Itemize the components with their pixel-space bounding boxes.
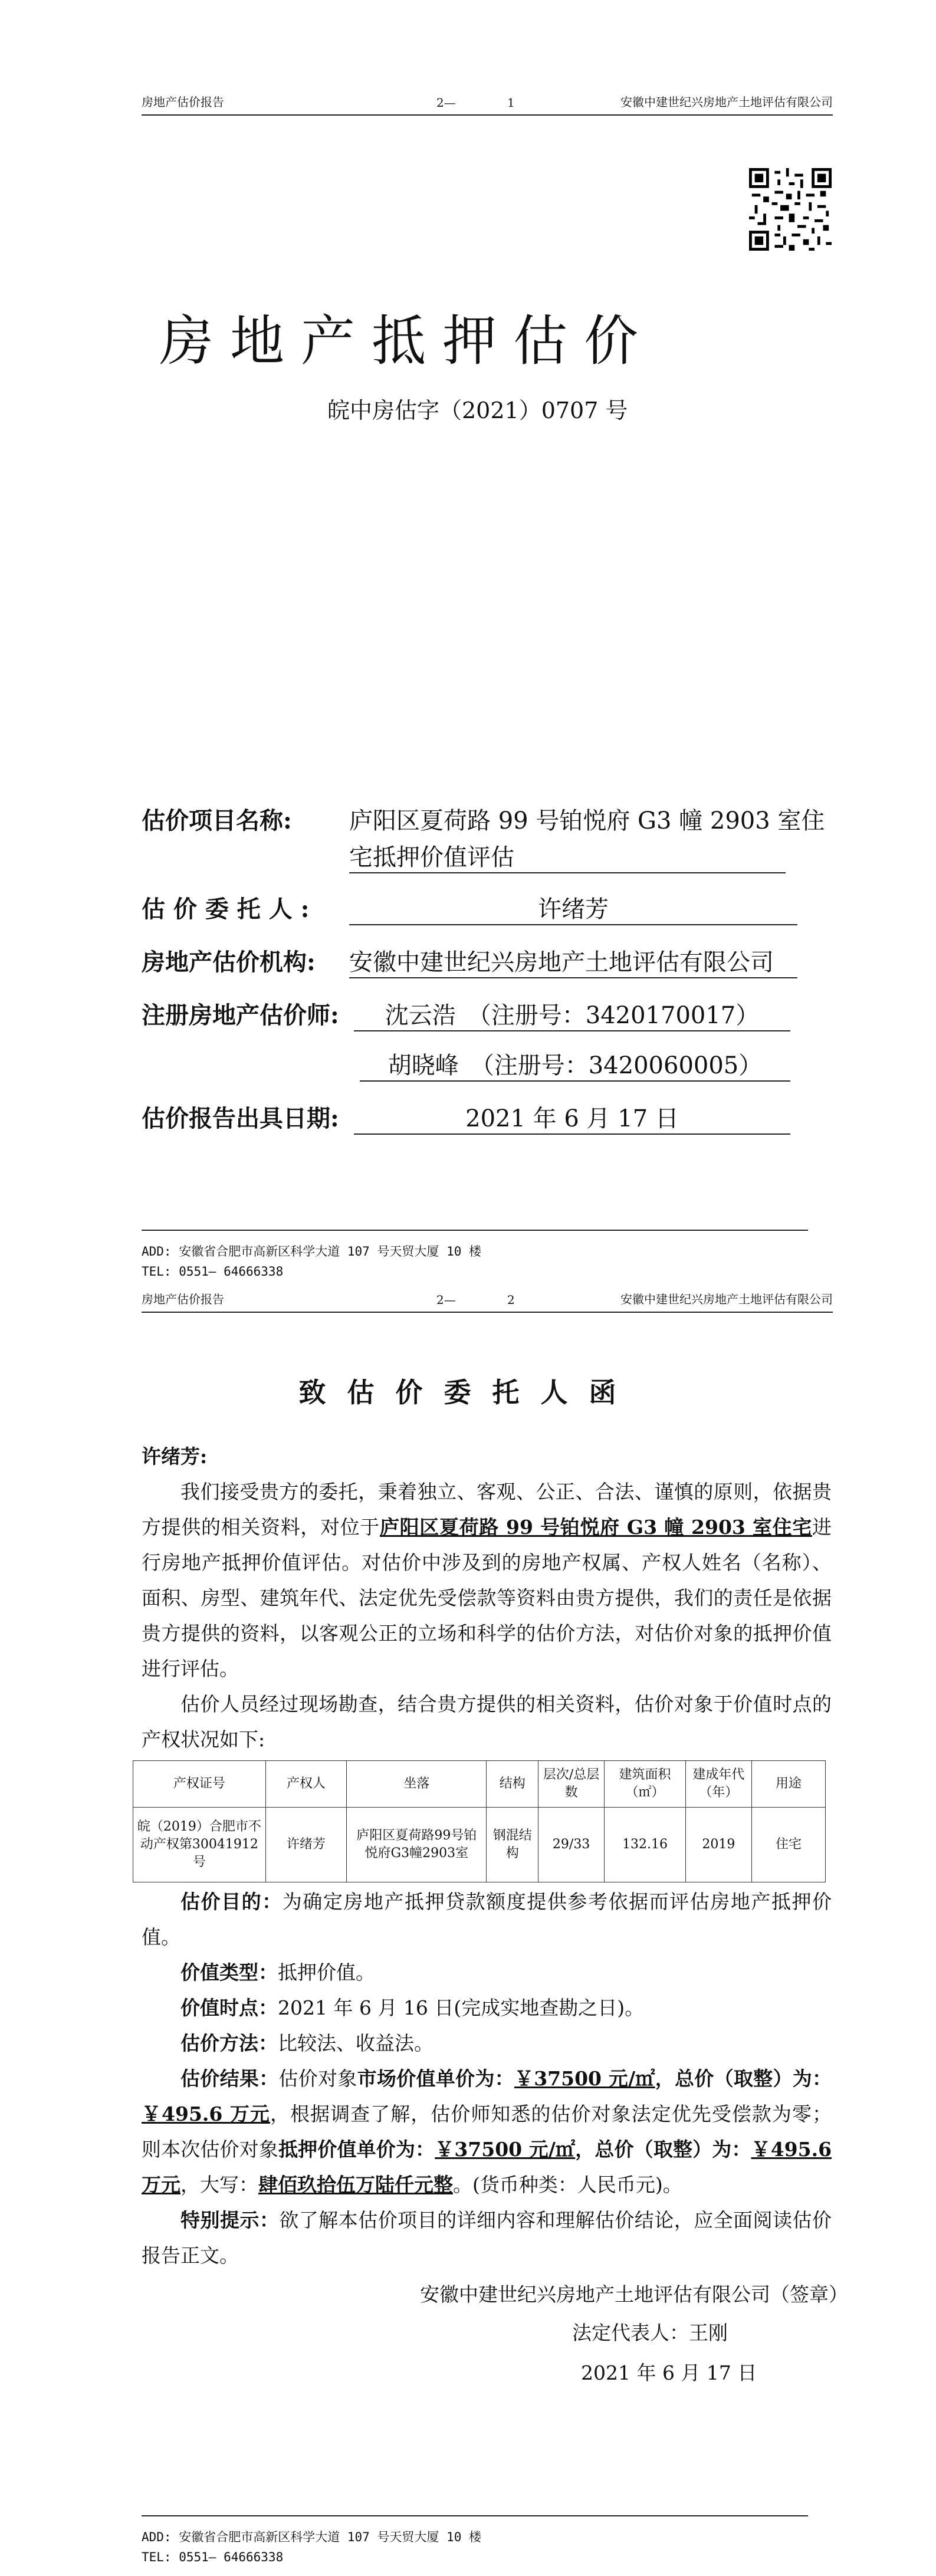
special-label: 特别提示： <box>180 2209 280 2232</box>
footer-address: ADD: 安徽省合肥市高新区科学大道 107 号天贸大厦 10 楼 <box>142 1244 482 1259</box>
result-t2: 市场价值单价为： <box>357 2067 514 2090</box>
col-floor: 层次/总层数 <box>538 1761 604 1808</box>
result-t9: ，总价（取整）为： <box>575 2138 751 2161</box>
client-row <box>142 891 808 926</box>
project-value-line1: 庐阳区夏荷路 99 号铂悦府 G3 幢 2903 室住 <box>349 807 825 834</box>
method-label: 估价方法： <box>180 2032 278 2055</box>
header-right: 安徽中建世纪兴房地产土地评估有限公司 <box>620 95 833 109</box>
result-t11: ，大写： <box>180 2173 258 2196</box>
market-unit-price: ￥37500 元/㎡ <box>514 2067 655 2090</box>
header-center-2: 2— <box>436 1293 456 1307</box>
document-number: 皖中房估字（2021）0707 号 <box>327 397 628 423</box>
result-t6: ，根据调查了解，估价师知悉的估价对象法定优先受偿款为零；则本次估价对象 <box>142 2102 832 2161</box>
project-row-2 <box>142 839 808 874</box>
appraiser-label: 注册房地产估价师: <box>142 1001 339 1029</box>
appraiser-2: 胡晓峰 （注册号：3420060005） <box>360 1047 790 1082</box>
col-owner: 产权人 <box>265 1761 346 1808</box>
type-value: 抵押价值。 <box>278 1961 375 1984</box>
mortgage-unit-price: ￥37500 元/㎡ <box>435 2138 576 2161</box>
property-table <box>133 1760 826 1882</box>
signature-company: 安徽中建世纪兴房地产土地评估有限公司（签章） <box>420 2283 848 2306</box>
paragraph-2: 估价人员经过现场勘查，结合贵方提供的相关资料，估价对象于价值时点的产权状况如下: <box>142 1693 832 1751</box>
market-total-price: ￥495.6 万元 <box>142 2102 270 2125</box>
letter-body <box>142 1439 832 1757</box>
page-footer-2 <box>142 2515 808 2567</box>
date-value: 2021 年 6 月 17 日 <box>354 1100 790 1135</box>
header-page-number-2: 2 <box>507 1293 515 1307</box>
header-left: 房地产估价报告 <box>142 95 224 109</box>
col-cert: 产权证号 <box>133 1761 266 1808</box>
footer-tel: TEL: 0551— 64666338 <box>142 1264 284 1279</box>
header-center: 2— <box>436 96 456 110</box>
report-title: 房地产抵押估价 <box>159 310 655 373</box>
appraiser-1: 沈云浩 （注册号：3420170017） <box>354 997 790 1031</box>
agency-value: 安徽中建世纪兴房地产土地评估有限公司 <box>349 944 797 978</box>
letter-title: 致估价委托人函 <box>298 1376 638 1408</box>
header-page-number: 1 <box>507 96 515 110</box>
qr-code-icon <box>749 168 832 251</box>
table-row <box>133 1808 826 1882</box>
cell-area: 132.16 <box>605 1808 685 1882</box>
client-label: 估 价 委 托 人 : <box>142 895 310 923</box>
footer-rule-2 <box>142 2515 808 2516</box>
col-location: 坐落 <box>347 1761 487 1808</box>
agency-row <box>142 944 808 979</box>
footer-address-2: ADD: 安徽省合肥市高新区科学大道 107 号天贸大厦 10 楼 <box>142 2530 482 2544</box>
cell-cert: 皖（2019）合肥市不动产权第30041912号 <box>133 1808 266 1882</box>
cell-structure: 钢混结构 <box>487 1808 538 1882</box>
purpose-label: 估价目的： <box>180 1890 283 1913</box>
time-line <box>142 1990 832 2026</box>
agency-label: 房地产估价机构: <box>142 948 316 976</box>
col-area: 建筑面积（㎡） <box>605 1761 685 1808</box>
footer-tel-2: TEL: 0551— 64666338 <box>142 2550 284 2564</box>
special-value: 欲了解本估价项目的详细内容和理解估价结论，应全面阅读估价报告正文。 <box>142 2209 832 2267</box>
cell-owner: 许绪芳 <box>265 1808 346 1882</box>
method-line <box>142 2026 832 2061</box>
col-year: 建成年代（年） <box>685 1761 751 1808</box>
time-value: 2021 年 6 月 16 日(完成实地查勘之日)。 <box>278 1996 645 2019</box>
type-line <box>142 1955 832 1990</box>
amount-in-words: 肆佰玖拾伍万陆仟元整 <box>258 2173 453 2196</box>
purpose-line <box>142 1884 832 1955</box>
client-value: 许绪芳 <box>349 891 797 925</box>
report-cover-page <box>0 0 936 1286</box>
property-address: 庐阳区夏荷路 99 号铂悦府 G3 幢 2903 室住宅 <box>379 1516 812 1539</box>
header-left-2: 房地产估价报告 <box>142 1292 224 1306</box>
paragraph-1 <box>142 1474 832 1687</box>
result-label: 估价结果： <box>180 2067 279 2090</box>
purpose-value: 为确定房地产抵押贷款额度提供参考依据而评估房地产抵押价值。 <box>142 1890 832 1949</box>
cell-location: 庐阳区夏荷路99号铂悦府G3幢2903室 <box>347 1808 487 1882</box>
result-t4: ，总价（取整）为： <box>655 2067 832 2090</box>
page-header-2 <box>142 1286 833 1313</box>
paragraph-1-a: 我们接受贵方的委托，秉着独立、客观、公正、合法、谨慎的原则，依据贵方提供的相关资料，对位于 <box>142 1480 832 1539</box>
cell-use: 住宅 <box>752 1808 826 1882</box>
salutation: 许绪芳: <box>142 1445 208 1468</box>
appraiser-row <box>142 997 808 1032</box>
appraiser-row-2 <box>142 1047 808 1082</box>
mortgage-total-price: ￥495.6 万元 <box>142 2138 832 2196</box>
letter-details <box>142 1884 832 2273</box>
page-header <box>142 88 833 116</box>
result-paragraph <box>142 2061 832 2203</box>
cell-year: 2019 <box>685 1808 751 1882</box>
project-value-line2: 宅抵押价值评估 <box>349 839 786 873</box>
col-structure: 结构 <box>487 1761 538 1808</box>
result-t7: 抵押价值单价为： <box>278 2138 435 2161</box>
col-use: 用途 <box>752 1761 826 1808</box>
time-label: 价值时点： <box>180 1996 278 2019</box>
result-t13: 。(货币种类：人民币元)。 <box>453 2173 682 2196</box>
date-row <box>142 1100 808 1135</box>
paragraph-1-b: 进行房地产抵押价值评估。对估价中涉及到的房地产权属、产权人姓名（名称）、面积、房型、建筑年代、法定优先受偿款等资料由贵方提供，我们的责任是依据贵方提供的资料，以客观公正的立场和科学的估价方法，对估价对象的抵押价值进行评估。 <box>142 1516 832 1680</box>
page-footer <box>142 1230 808 1282</box>
result-t1: 估价对象 <box>278 2067 357 2090</box>
cell-floor: 29/33 <box>538 1808 604 1882</box>
special-paragraph <box>142 2203 832 2273</box>
date-label: 估价报告出具日期: <box>142 1105 339 1132</box>
signature-date: 2021 年 6 月 17 日 <box>581 2361 757 2384</box>
type-label: 价值类型： <box>180 1961 278 1984</box>
signature-rep: 法定代表人：王刚 <box>572 2321 728 2344</box>
project-row <box>142 802 825 837</box>
project-label: 估价项目名称: <box>142 807 292 834</box>
method-value: 比较法、收益法。 <box>278 2032 433 2055</box>
header-right-2: 安徽中建世纪兴房地产土地评估有限公司 <box>620 1292 833 1306</box>
table-header-row <box>133 1761 826 1808</box>
footer-rule <box>142 1230 808 1231</box>
